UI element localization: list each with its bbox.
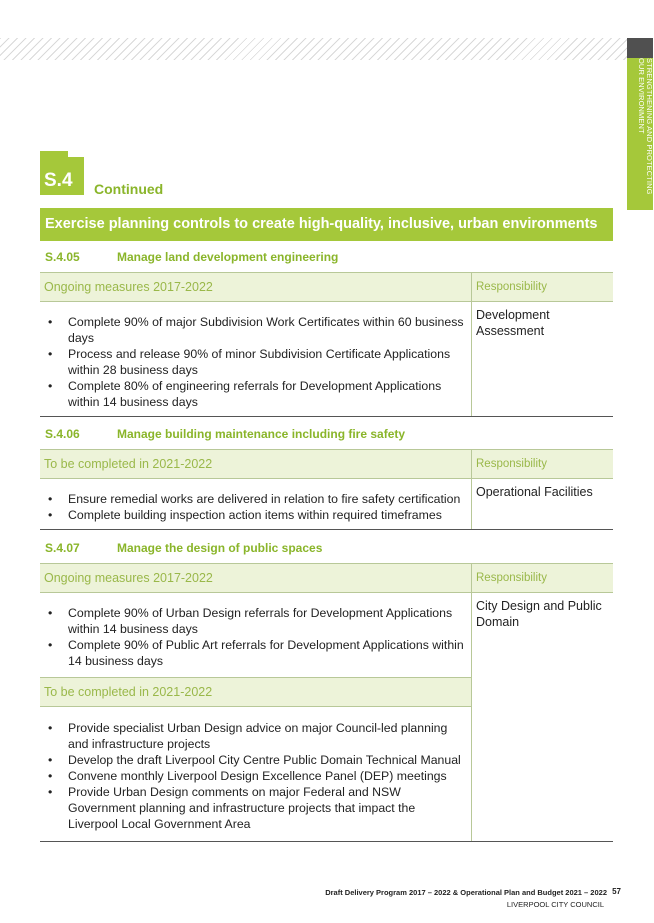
list-item: • Ensure remedial works are delivered in relation to fire safety certification [44,491,465,507]
measures-cell [40,479,472,530]
list-item: • Convene monthly Liverpool Design Excellence Panel (DEP) meetings [44,768,465,784]
action-heading [40,419,613,449]
table-header-measures: Ongoing measures 2017-2022 [40,273,472,302]
table-header-responsibility: Responsibility [472,273,614,302]
continued-label: Continued [94,181,164,197]
table-subheader-completed: To be completed in 2021-2022 [40,678,472,707]
responsibility-cell: Development Assessment [472,302,614,417]
measures-cell [40,593,472,678]
measures-cell [40,707,472,842]
section-badge-label: S.4 [44,170,73,191]
list-item: • Process and release 90% of minor Subdivision Certificate Applications within 28 business days [44,346,465,378]
action-code: S.4.05 [45,250,80,264]
list-item: • Complete 90% of Urban Design referrals for Development Applications within 14 business days [44,605,465,637]
footer-council-name: LIVERPOOL CITY COUNCIL [506,900,604,909]
responsibility-cell: Operational Facilities [472,479,614,530]
action-heading [40,533,613,563]
table-header-responsibility: Responsibility [472,564,614,593]
list-item: • Provide Urban Design comments on major Federal and NSW Government planning and infrastructure projects that impact the Liverpool Local Government Area [44,784,465,832]
action-code: S.4.07 [45,541,80,555]
measures-cell [40,302,472,417]
side-tab-label: STRENGTHENING AND PROTECTING OUR ENVIRONMENT [637,58,654,195]
measures-list [44,605,465,669]
list-item: • Provide specialist Urban Design advice on major Council-led planning and infrastructure projects [44,720,465,752]
action-table [40,449,613,530]
table-header-measures: To be completed in 2021-2022 [40,450,472,479]
measures-list [44,720,465,832]
responsibility-cell: City Design and Public Domain [472,593,614,842]
list-item: • Complete 90% of Public Art referrals for Development Applications within 14 business days [44,637,465,669]
action-table [40,272,613,417]
action-title: Manage land development engineering [117,250,339,264]
footer-document-title: Draft Delivery Program 2017 – 2022 & Operational Plan and Budget 2021 – 2022 [325,888,607,897]
action-heading [40,242,613,272]
list-item: • Complete building inspection action items within required timeframes [44,507,465,523]
decorative-hatch-band [0,38,628,60]
action-code: S.4.06 [45,427,80,441]
action-title: Manage the design of public spaces [117,541,323,555]
measures-list [44,491,465,523]
page-number: 57 [612,887,621,896]
objective-banner: Exercise planning controls to create high-quality, inclusive, urban environments [40,208,613,241]
list-item: • Develop the draft Liverpool City Centre Public Domain Technical Manual [44,752,465,768]
list-item: • Complete 90% of major Subdivision Work Certificates within 60 business days [44,314,465,346]
side-tab-cap [627,38,653,58]
table-header-measures: Ongoing measures 2017-2022 [40,564,472,593]
action-title: Manage building maintenance including fire safety [117,427,406,441]
action-table [40,563,613,842]
list-item: • Complete 80% of engineering referrals for Development Applications within 14 business days [44,378,465,410]
table-header-responsibility: Responsibility [472,450,614,479]
measures-list [44,314,465,410]
